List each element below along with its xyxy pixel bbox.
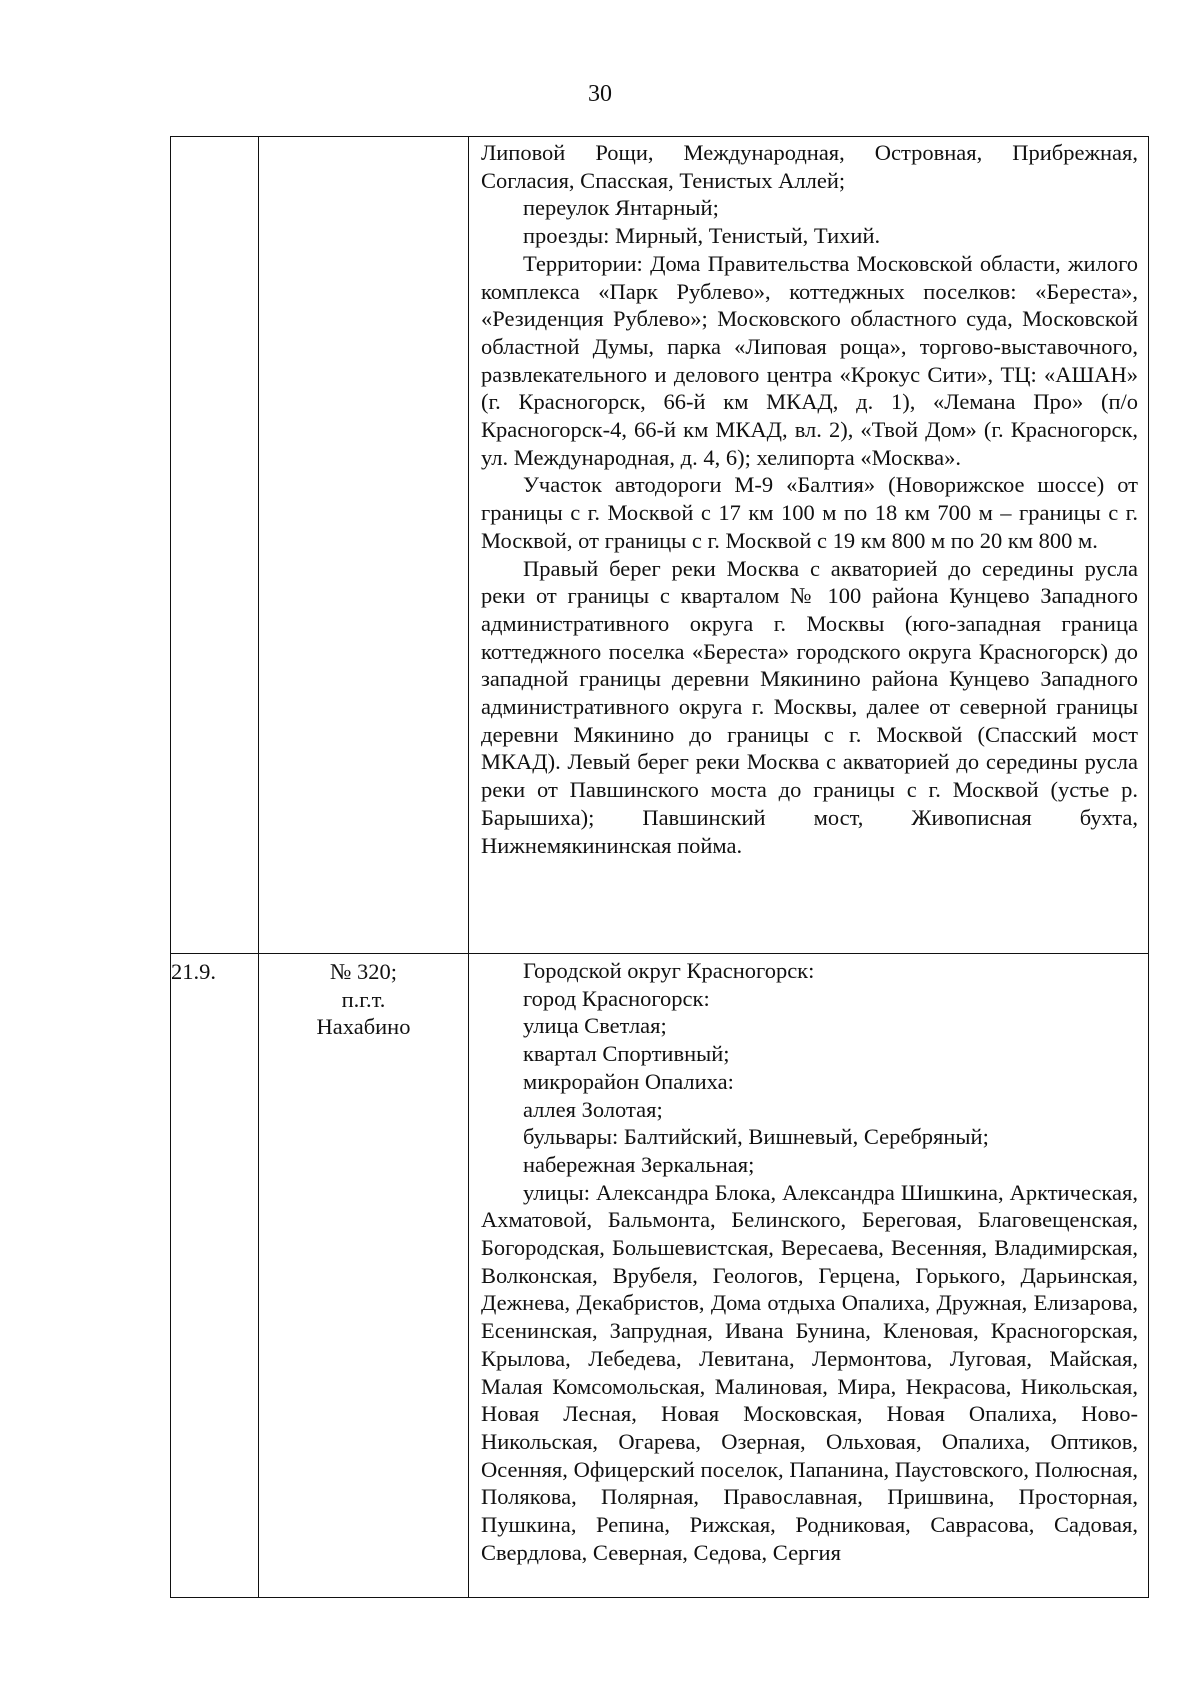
settlement-name: Нахабино: [316, 1014, 411, 1040]
row-number-cell: [171, 137, 259, 954]
table-row: [171, 954, 1149, 1598]
row-number: 21.9.: [171, 959, 216, 984]
description-paragraph: микрорайон Опалиха:: [523, 1068, 734, 1094]
description-paragraph: набережная Зеркальная;: [523, 1151, 755, 1177]
row-name-cell: [259, 954, 469, 1598]
description-paragraph: проезды: Мирный, Тенистый, Тихий.: [523, 223, 881, 249]
description-paragraph: Липовой Рощи, Международная, Островная, Прибрежная, Согласия, Спасская, Тенистых Аллей;: [481, 140, 1138, 193]
row-number-cell: [171, 954, 259, 1598]
row-name-cell: [259, 137, 469, 954]
description-paragraph: Участок автодороги М-9 «Балтия» (Новорижское шоссе) от границы с г. Москвой с 17 км 100 м по 18 км 700 м – границы с г. Москвой, от границы с г. Москвой с 19 км 800 м по 20 км 800 м.: [481, 472, 1138, 553]
table-row: [171, 137, 1149, 954]
page-number: 30: [588, 81, 612, 107]
description-paragraph: Городской округ Красногорск:: [523, 958, 815, 983]
description-paragraph: переулок Янтарный;: [523, 195, 719, 221]
district-number: № 320;: [329, 959, 398, 984]
description-paragraph: улицы: Александра Блока, Александра Шишкина, Арктическая, Ахматовой, Бальмонта, Белинского, Береговая, Благовещенская, Богородская, Большевистская, Вересаева, Весенняя, Владимирская, Волконская, Врубеля, Геологов, Герцена, Горького, Дарьинская, Дежнева, Декабристов, Дома отдыха Опалиха, Дружная, Елизарова, Есенинская, Запрудная, Ивана Бунина, Кленовая, Красногорская, Крылова, Лебедева, Левитана, Лермонтова, Луговая, Майская, Малая Комсомольская, Малиновая, Мира, Некрасова, Никольская, Новая Лесная, Новая Московская, Новая Опалиха, Ново-Никольская, Огарева, Озерная, Ольховая, Опалиха, Оптиков, Осенняя, Офицерский поселок, Папанина, Паустовского, Полюсная, Полякова, Полярная, Православная, Пришвина, Просторная, Пушкина, Репина, Рижская, Родниковая, Саврасова, Садовая, Свердлова, Северная, Седова, Сергия: [481, 1179, 1138, 1565]
description-paragraph: улица Светлая;: [523, 1013, 667, 1039]
description-paragraph: аллея Золотая;: [523, 1096, 663, 1122]
description-paragraph: квартал Спортивный;: [523, 1041, 730, 1067]
row-description-cell: [469, 954, 1149, 1598]
row-description-cell: [469, 137, 1149, 954]
description-paragraph: город Красногорск:: [523, 985, 710, 1011]
description-paragraph: бульвары: Балтийский, Вишневый, Серебряный;: [523, 1124, 989, 1150]
description-paragraph: Территории: Дома Правительства Московской области, жилого комплекса «Парк Рублево», коттеджных поселков: «Береста», «Резиденция Рублево»; Московского областного суда, Московской областной Думы, парка «Липовая роща», торгово-выставочного, развлекательного и делового центра «Крокус Сити», ТЦ: «АШАН» (г. Красногорск, 66-й км МКАД, д. 1), «Лемана Про» (п/о Красногорск-4, 66-й км МКАД, вл. 2), «Твой Дом» (г. Красногорск, ул. Международная, д. 4, 6); хелипорта «Москва».: [481, 250, 1138, 470]
description-paragraph: Правый берег реки Москва с акваторией до середины русла реки от границы с кварталом № 100 района Кунцево Западного административного округа г. Москвы (юго-западная граница коттеджного поселка «Береста» городского округа Красногорск) до западной границы деревни Мякинино района Кунцево Западного административного округа г. Москвы, далее от северной границы деревни Мякинино до границы с г. Москвой (Спасский мост МКАД). Левый берег реки Москва с акваторией до середины русла реки от Павшинского моста до границы с г. Москвой (устье р. Барышиха); Павшинский мост, Живописная бухта, Нижнемякининская пойма.: [481, 555, 1138, 858]
settlement-type: п.г.т.: [341, 986, 386, 1012]
settlements-table: [170, 136, 1149, 1598]
